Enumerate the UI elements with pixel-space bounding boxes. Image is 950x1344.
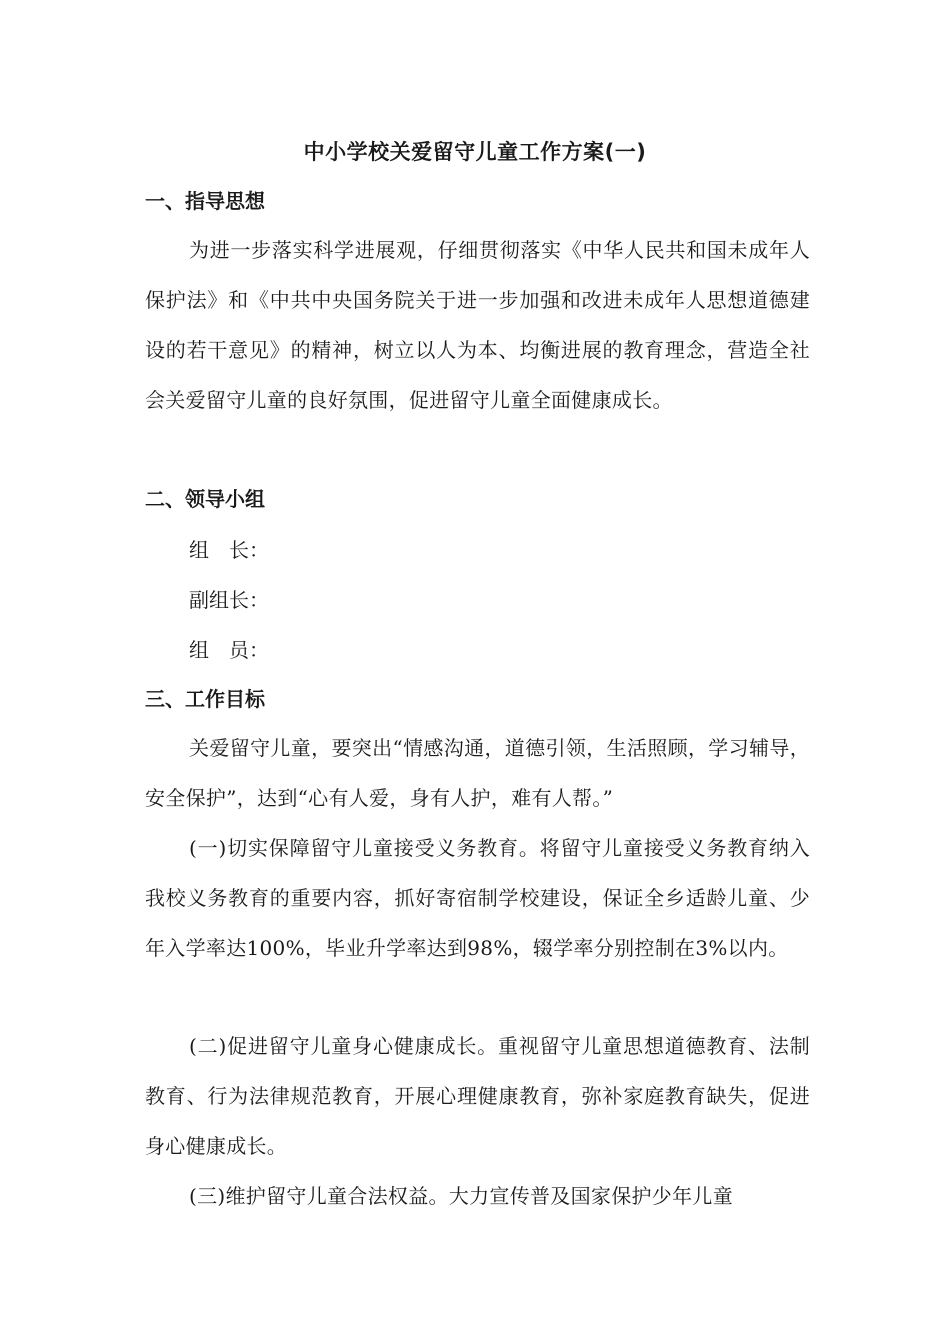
paragraph-guiding-thought: 为进一步落实科学进展观，仔细贯彻落实《中华人民共和国未成年人保护法》和《中共中央国务院关于进一步加强和改进未成年人思想道德建设的若干意见》的精神，树立以人为本、均衡进展的教育理念，营造全社会关爱留守儿童的良好氛围，促进留守儿童全面健康成长。 xyxy=(145,238,810,412)
section-heading-leadership-group: 二、领导小组 xyxy=(145,487,265,511)
member-line: 组 员： xyxy=(189,638,269,662)
deputy-leader-line: 副组长： xyxy=(189,588,269,612)
paragraph-goal-2: (二)促进留守儿童身心健康成长。重视留守儿童思想道德教育、法制教育、行为法律规范教育，开展心理健康教育，弥补家庭教育缺失，促进身心健康成长。 xyxy=(145,1034,810,1158)
section-heading-guiding-thought: 一、指导思想 xyxy=(145,189,265,213)
paragraph-goal-1: (一)切实保障留守儿童接受义务教育。将留守儿童接受义务教育纳入我校义务教育的重要内容，抓好寄宿制学校建设，保证全乡适龄儿童、少年入学率达100%，毕业升学率达到98%，辍学率分别控制在3%以内。 xyxy=(145,836,810,960)
leader-line: 组 长： xyxy=(189,538,269,562)
paragraph-work-goals-intro: 关爱留守儿童，要突出“情感沟通，道德引领，生活照顾，学习辅导，安全保护”，达到“心有人爱，身有人护，难有人帮。” xyxy=(145,736,810,810)
document-title: 中小学校关爱留守儿童工作方案(一) xyxy=(303,140,647,164)
paragraph-goal-3: (三)维护留守儿童合法权益。大力宣传普及国家保护少年儿童 xyxy=(189,1184,734,1208)
section-heading-work-goals: 三、工作目标 xyxy=(145,687,265,711)
